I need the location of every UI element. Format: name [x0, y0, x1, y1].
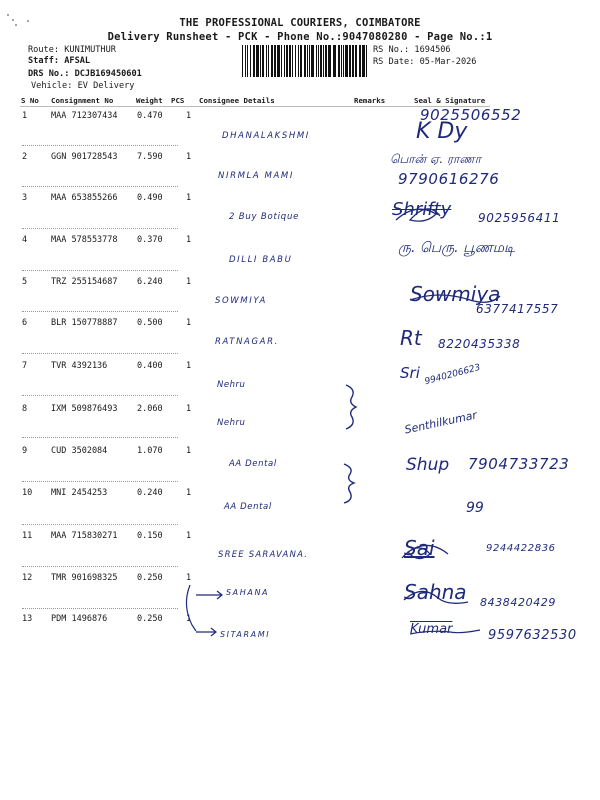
row-signature: Shup — [406, 455, 450, 475]
row-weight: 0.470 — [137, 111, 163, 121]
barcode-bar — [316, 45, 317, 77]
row-weight: 1.070 — [137, 446, 163, 456]
row-sno: 3 — [22, 193, 28, 203]
row-sno: 6 — [22, 318, 28, 328]
row-consignee-handwritten: AA Dental — [229, 459, 277, 469]
barcode-bar — [271, 45, 273, 77]
barcode-bar — [250, 45, 251, 77]
barcode-bar — [266, 45, 267, 77]
barcode-bar — [343, 45, 344, 77]
row-phone-handwritten: 9940206623 — [423, 362, 482, 388]
barcode-bar — [352, 45, 354, 77]
row-divider — [22, 228, 178, 229]
row-divider — [22, 395, 178, 396]
row-consignee-handwritten: NIRMLA MAMI — [218, 171, 294, 181]
row-consignee-handwritten: RATNAGAR. — [215, 337, 279, 347]
barcode-bar — [245, 45, 246, 77]
row-pcs: 1 — [186, 573, 192, 583]
arrow-right-icon — [196, 628, 216, 636]
barcode-bar — [300, 45, 302, 77]
row-consignment: MAA 578553778 — [51, 235, 118, 245]
col-header-sno: S No — [21, 96, 39, 105]
row-consignment: PDM 1496876 — [51, 614, 108, 624]
col-header-consignee: Consignee Details — [199, 96, 275, 105]
row-sno: 13 — [22, 614, 33, 624]
staff-label: Staff: AFSAL — [28, 56, 91, 66]
row-consignment: BLR 150778887 — [51, 318, 118, 328]
row-weight: 0.240 — [137, 488, 163, 498]
row-pcs: 1 — [186, 277, 192, 287]
row-consignee-handwritten: Nehru — [217, 418, 246, 428]
col-header-remarks: Remarks — [354, 96, 386, 105]
row-sno: 8 — [22, 404, 28, 414]
drs-number: DRS No.: DCJB169450601 — [28, 69, 142, 79]
barcode-bar — [295, 45, 296, 77]
scan-speck — [7, 14, 9, 16]
row-signature: Sai — [404, 536, 435, 560]
row-pcs: 1 — [186, 111, 192, 121]
barcode-bar — [309, 45, 310, 77]
barcode-bar — [355, 45, 357, 77]
barcode-bar — [307, 45, 308, 77]
row-sno: 10 — [22, 488, 33, 498]
barcode-bar — [277, 45, 280, 77]
barcode-bar — [260, 45, 261, 77]
row-divider — [22, 186, 178, 187]
bracket-icon — [186, 585, 196, 631]
row-consignee-handwritten: Nehru — [217, 380, 246, 390]
barcode-bar — [349, 45, 351, 77]
row-sno: 1 — [22, 111, 28, 121]
row-sno: 4 — [22, 235, 28, 245]
barcode-bar — [298, 45, 299, 77]
row-pcs: 1 — [186, 488, 192, 498]
row-pcs: 1 — [186, 446, 192, 456]
row-weight: 0.490 — [137, 193, 163, 203]
arrow-right-icon — [196, 591, 222, 599]
row-signature: 99 — [466, 500, 484, 516]
row-signature: Sahna — [404, 580, 467, 604]
barcode-bar — [366, 45, 367, 77]
row-divider — [22, 270, 178, 271]
row-signature: K Dy — [416, 119, 468, 144]
row-signature: Shrifty — [392, 199, 452, 220]
row-signature: Kumar — [410, 622, 453, 637]
row-phone-handwritten: 9597632530 — [488, 628, 577, 643]
row-divider — [22, 566, 178, 567]
barcode-bar — [292, 45, 293, 77]
row-phone-handwritten: 9025956411 — [478, 211, 561, 225]
barcode-bar — [289, 45, 291, 77]
row-weight: 0.250 — [137, 573, 163, 583]
row-phone-handwritten: 8220435338 — [438, 337, 521, 351]
row-pcs: 1 — [186, 193, 192, 203]
barcode-image — [242, 45, 368, 77]
barcode-bar — [262, 45, 264, 77]
col-header-weight: Weight — [136, 96, 163, 105]
row-consignment: TRZ 255154687 — [51, 277, 118, 287]
row-consignment: TMR 901698325 — [51, 573, 118, 583]
row-consignment: IXM 509876493 — [51, 404, 118, 414]
row-divider — [22, 437, 178, 438]
remarks-brace-icon — [344, 464, 354, 503]
row-weight: 0.150 — [137, 531, 163, 541]
barcode-bar — [242, 45, 243, 77]
row-sno: 2 — [22, 152, 28, 162]
row-divider — [22, 353, 178, 354]
row-consignee-handwritten: DILLI BABU — [229, 255, 293, 265]
row-consignee-handwritten: DHANALAKSHMI — [222, 131, 310, 141]
row-signature: ரு. பெரு. பூணமடி — [398, 240, 516, 256]
row-divider — [22, 145, 178, 146]
barcode-bar — [304, 45, 306, 77]
row-weight: 6.240 — [137, 277, 163, 287]
barcode-bar — [284, 45, 285, 77]
row-consignment: MNI 2454253 — [51, 488, 108, 498]
row-weight: 7.590 — [137, 152, 163, 162]
row-signature: Sri — [400, 364, 420, 382]
row-sno: 12 — [22, 573, 33, 583]
barcode-bar — [362, 45, 365, 77]
barcode-bar — [268, 45, 269, 77]
row-sno: 7 — [22, 361, 28, 371]
row-signature: Rt — [400, 326, 422, 350]
barcode-bar — [286, 45, 288, 77]
rs-date: RS Date: 05-Mar-2026 — [373, 57, 477, 67]
row-signature: பொன் ஏ. ராணா — [390, 152, 481, 166]
row-weight: 0.500 — [137, 318, 163, 328]
row-consignee-handwritten: SITARAMI — [220, 630, 271, 639]
col-header-pcs: PCS — [171, 96, 185, 105]
row-consignee-handwritten: SREE SARAVANA. — [218, 550, 309, 560]
barcode-bar — [341, 45, 342, 77]
row-consignment: MAA 712307434 — [51, 111, 118, 121]
row-consignee-handwritten: SOWMIYA — [215, 296, 267, 306]
row-pcs: 1 — [186, 318, 192, 328]
barcode-bar — [311, 45, 314, 77]
barcode-bar — [323, 45, 324, 77]
barcode-bar — [345, 45, 348, 77]
remarks-brace-icon — [346, 385, 356, 429]
row-consignment: CUD 3502084 — [51, 446, 108, 456]
row-phone-handwritten: 6377417557 — [476, 302, 559, 316]
row-consignment: MAA 715830271 — [51, 531, 118, 541]
row-sno: 5 — [22, 277, 28, 287]
vehicle-label: Vehicle: EV Delivery — [31, 81, 135, 91]
row-consignment: MAA 653855266 — [51, 193, 118, 203]
row-divider — [22, 524, 178, 525]
row-divider — [22, 481, 178, 482]
row-sno: 9 — [22, 446, 28, 456]
rs-number: RS No.: 1694506 — [373, 45, 451, 55]
barcode-bar — [320, 45, 322, 77]
runsheet-subtitle: Delivery Runsheet - PCK - Phone No.:9047080280 - Page No.:1 — [107, 31, 493, 43]
row-pcs: 1 — [186, 404, 192, 414]
row-phone-handwritten: 9790616276 — [398, 170, 500, 188]
barcode-bar — [247, 45, 248, 77]
row-weight: 0.400 — [137, 361, 163, 371]
barcode-bar — [281, 45, 282, 77]
row-consignee-handwritten: AA Dental — [224, 502, 272, 512]
row-phone-handwritten: 7904733723 — [468, 455, 570, 473]
route-label: Route: KUNIMUTHUR — [28, 45, 116, 55]
row-weight: 2.060 — [137, 404, 163, 414]
barcode-bar — [274, 45, 276, 77]
row-signature: Sowmiya — [410, 282, 501, 306]
row-divider — [22, 311, 178, 312]
barcode-bar — [359, 45, 361, 77]
barcode-bar — [338, 45, 340, 77]
col-header-consignment: Consignment No — [51, 96, 114, 105]
row-pcs: 1 — [186, 152, 192, 162]
row-weight: 0.250 — [137, 614, 163, 624]
barcode-bar — [333, 45, 336, 77]
company-title: THE PROFESSIONAL COURIERS, COIMBATORE — [179, 17, 421, 29]
row-consignment: GGN 901728543 — [51, 152, 118, 162]
row-sno: 11 — [22, 531, 33, 541]
row-consignee-handwritten: 2 Buy Botique — [229, 212, 300, 222]
row-consignment: TVR 4392136 — [51, 361, 108, 371]
barcode-bar — [325, 45, 327, 77]
row-pcs: 1 — [186, 361, 192, 371]
row-weight: 0.370 — [137, 235, 163, 245]
barcode-bar — [318, 45, 319, 77]
barcode-bar — [328, 45, 331, 77]
row-pcs: 1 — [186, 614, 192, 624]
row-phone-handwritten: 9244422836 — [486, 543, 556, 554]
row-phone-handwritten: 9025506552 — [420, 106, 522, 124]
row-pcs: 1 — [186, 531, 192, 541]
row-pcs: 1 — [186, 235, 192, 245]
col-header-seal-signature: Seal & Signature — [414, 96, 486, 105]
row-signature: Senthilkumar — [403, 408, 479, 437]
row-divider — [22, 608, 178, 609]
row-phone-handwritten: 8438420429 — [480, 596, 556, 609]
row-consignee-handwritten: SAHANA — [226, 588, 270, 597]
barcode-bar — [256, 45, 259, 77]
barcode-bar — [253, 45, 255, 77]
